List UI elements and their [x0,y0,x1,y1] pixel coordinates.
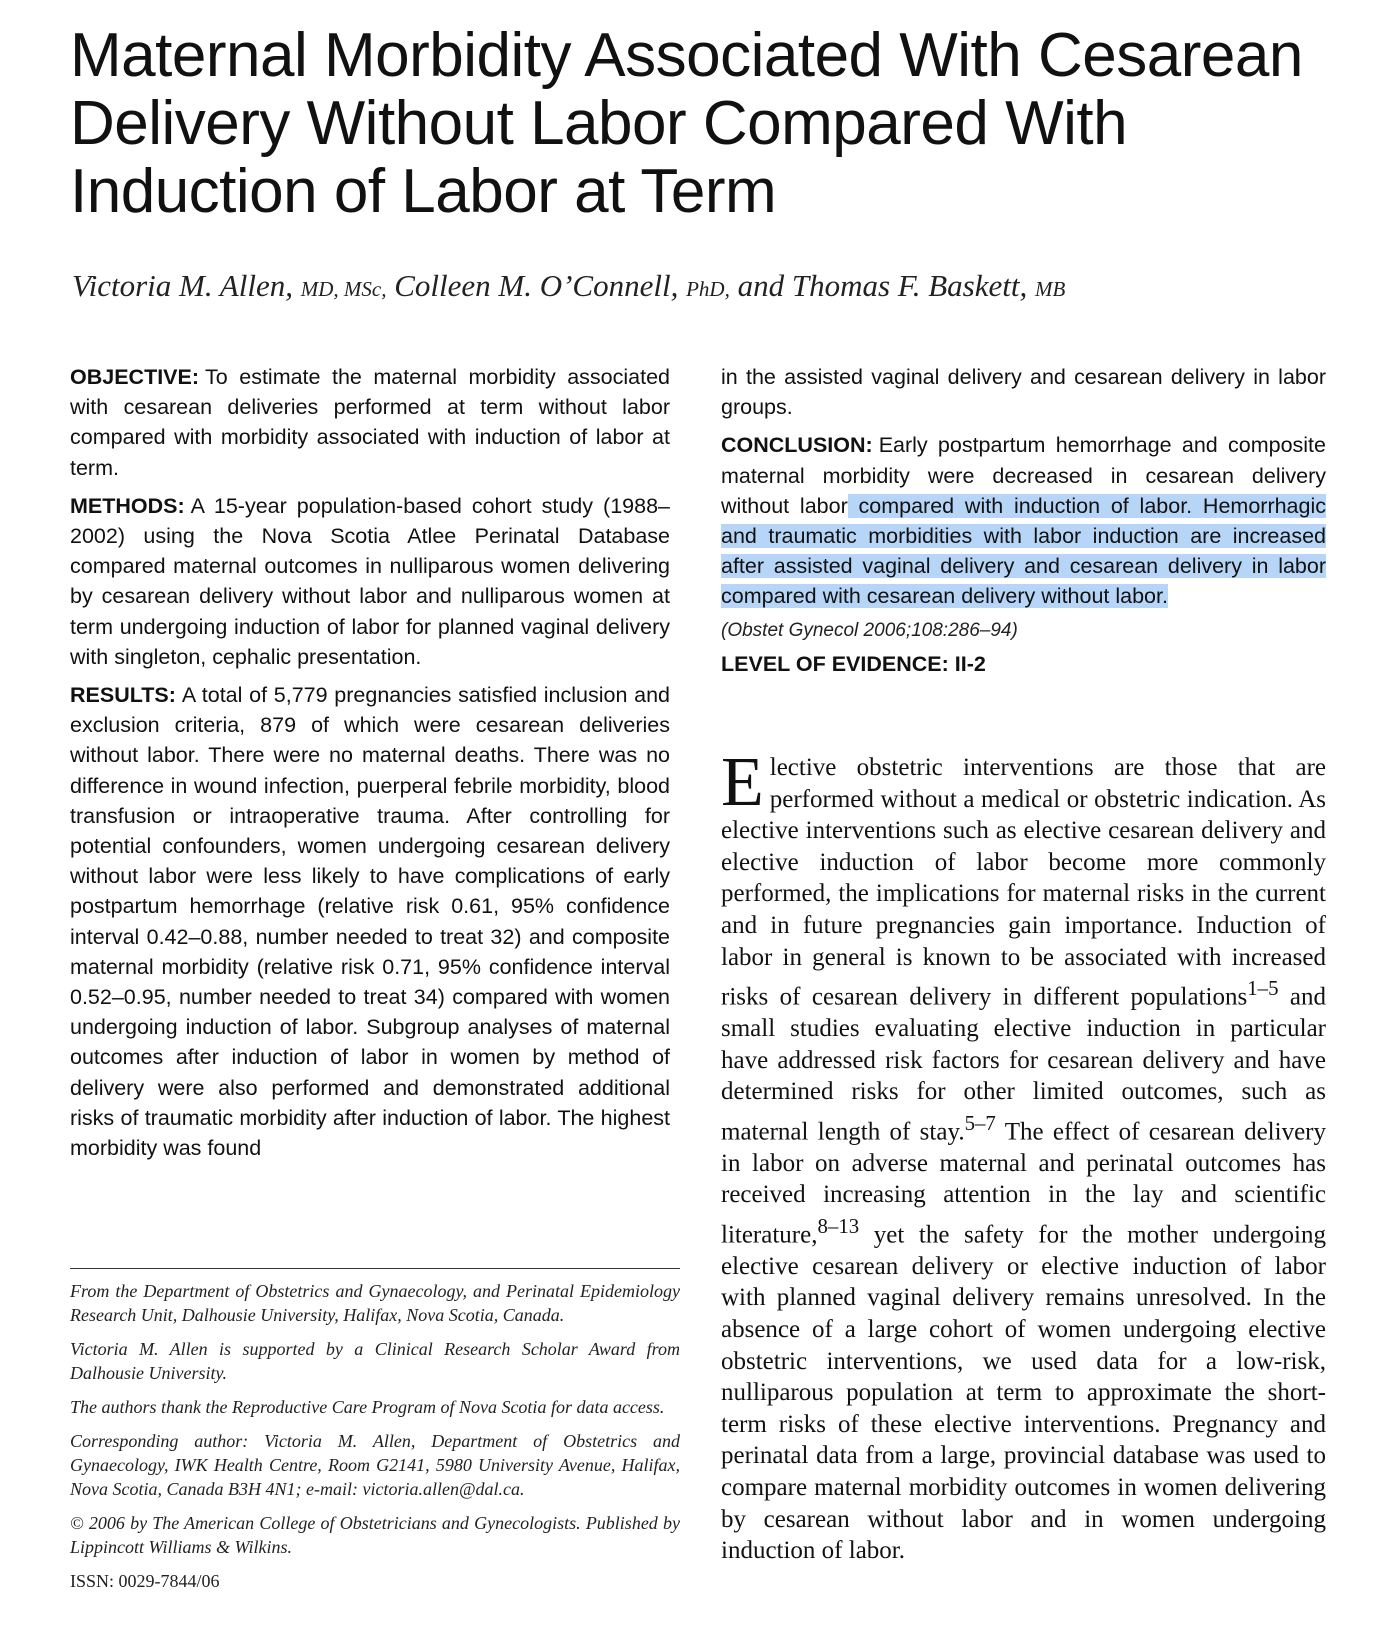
abstract-left-column [70,362,670,1171]
level-of-evidence: LEVEL OF EVIDENCE: II-2 [721,651,986,676]
author-line [72,268,1322,304]
reference-1: 1–5 [1247,976,1279,1001]
author-credentials: MD, MSc, [300,277,387,301]
body-text-4: yet the safety for the mother undergoing elective cesarean delivery or elective induction of labor with planned vaginal delivery remains unresolved. In the absence of a large cohort of women undergoing elective obstetric interventions, we used data for a low-risk, nulliparous population at term to approximate the short-term risks of these elective interventions. Pregnancy and perinatal data from a large, provincial database was used to compare maternal morbidity outcomes in women delivering by cesarean without labor and in women undergoing induction of labor. [721,1221,1326,1565]
footnote-issn: ISSN: 0029-7844/06 [70,1571,220,1591]
body-text-3: The effect of cesarean delivery in labor on adverse maternal and perinatal outcomes has received increasing attention in the lay and scientific literature, [721,1118,1326,1249]
methods-text: A 15-year population-based cohort study (1988–2002) using the Nova Scotia Atlee Perinatal Database compared maternal outcomes in nulliparous women delivering by cesarean delivery without labor and nulliparous women at term undergoing induction of labor for planned vaginal delivery with singleton, cephalic presentation. [70,493,670,669]
reference-2: 5–7 [964,1110,996,1135]
objective-text: To estimate the maternal morbidity associated with cesarean deliveries performed at term without labor compared with morbidity associated with induction of labor at term. [70,365,670,480]
author-name: Victoria M. Allen, [72,268,293,303]
author-name: Colleen M. O’Connell, [394,268,679,303]
text-selection-highlight[interactable]: compared with induction of labor. Hemorrhagic and traumatic morbidities with labor induction are increased after assisted vaginal delivery and cesarean delivery in labor compared with cesarean delivery without labor. [721,493,1327,609]
conclusion-label: CONCLUSION: [721,433,873,458]
author-name: and Thomas F. Baskett, [737,268,1028,303]
abstract-conclusion [721,430,1326,611]
author-credentials: MB [1034,277,1066,301]
footnote-correspondence: Corresponding author: Victoria M. Allen, Department of Obstetrics and Gynaecology, IWK Health Centre, Room G2141, 5980 University Avenue, Halifax, Nova Scotia, Canada B3H 4N1; e-mail: victoria.allen@dal.ca. [70,1431,680,1499]
results-label: RESULTS: [70,683,176,708]
footnote-support: Victoria M. Allen is supported by a Clinical Research Scholar Award from Dalhousie University. [70,1339,680,1383]
article-title: Maternal Morbidity Associated With Cesarean Delivery Without Labor Compared With Induction of Labor at Term [70,21,1303,226]
journal-citation: (Obstet Gynecol 2006;108:286–94) [721,619,1018,641]
abstract-methods [70,491,670,672]
abstract-objective [70,362,670,483]
results-text: A total of 5,779 pregnancies satisfied inclusion and exclusion criteria, 879 of which were cesarean deliveries without labor. There were no maternal deaths. There was no difference in wound infection, puerperal febrile morbidity, blood transfusion or intraoperative trauma. After controlling for potential confounders, women undergoing cesarean delivery without labor were less likely to have complications of early postpartum hemorrhage (relative risk 0.61, 95% confidence interval 0.42–0.88, number needed to treat 32) and composite maternal morbidity (relative risk 0.71, 95% confidence interval 0.52–0.95, number needed to treat 34) compared with women undergoing induction of labor. Subgroup analyses of maternal outcomes after induction of labor in women by method of delivery were also performed and demonstrated additional risks of traumatic morbidity after induction of labor. The highest morbidity was found [70,683,670,1161]
objective-label: OBJECTIVE: [70,365,200,389]
methods-label: METHODS: [70,493,185,518]
introduction-paragraph [721,744,1326,1567]
body-text-1: lective obstetric interventions are those that are performed without a medical or obstetric indication. As elective interventions such as elective cesarean delivery and elective induction of labor become more commonly performed, the implications for maternal risks in the current and in future pregnancies gain importance. Induction of labor in general is known to be associated with increased risks of cesarean delivery in different populations [721,754,1326,1011]
conclusion-text: Early postpartum hemorrhage and composite maternal morbidity were decreased in cesarean delivery without labor [721,433,1326,518]
abstract-right-column [721,362,1326,677]
footnotes [70,1268,680,1593]
author-credentials: PhD, [686,277,730,301]
body-text-2: and small studies evaluating elective induction in particular have addressed risk factors for cesarean delivery and have determined risks for other limited outcomes, such as maternal length of stay. [721,983,1326,1146]
results-continued: in the assisted vaginal delivery and cesarean delivery in labor groups. [721,365,1326,420]
footnote-copyright: © 2006 by The American College of Obstetricians and Gynecologists. Published by Lippincott Williams & Wilkins. [70,1513,680,1557]
footnote-affiliation: From the Department of Obstetrics and Gynaecology, and Perinatal Epidemiology Research Unit, Dalhousie University, Halifax, Nova Scotia, Canada. [70,1281,680,1325]
abstract-results [70,680,670,1163]
drop-cap: E [721,744,764,821]
footnote-thanks: The authors thank the Reproductive Care Program of Nova Scotia for data access. [70,1397,665,1417]
reference-3: 8–13 [817,1213,860,1238]
